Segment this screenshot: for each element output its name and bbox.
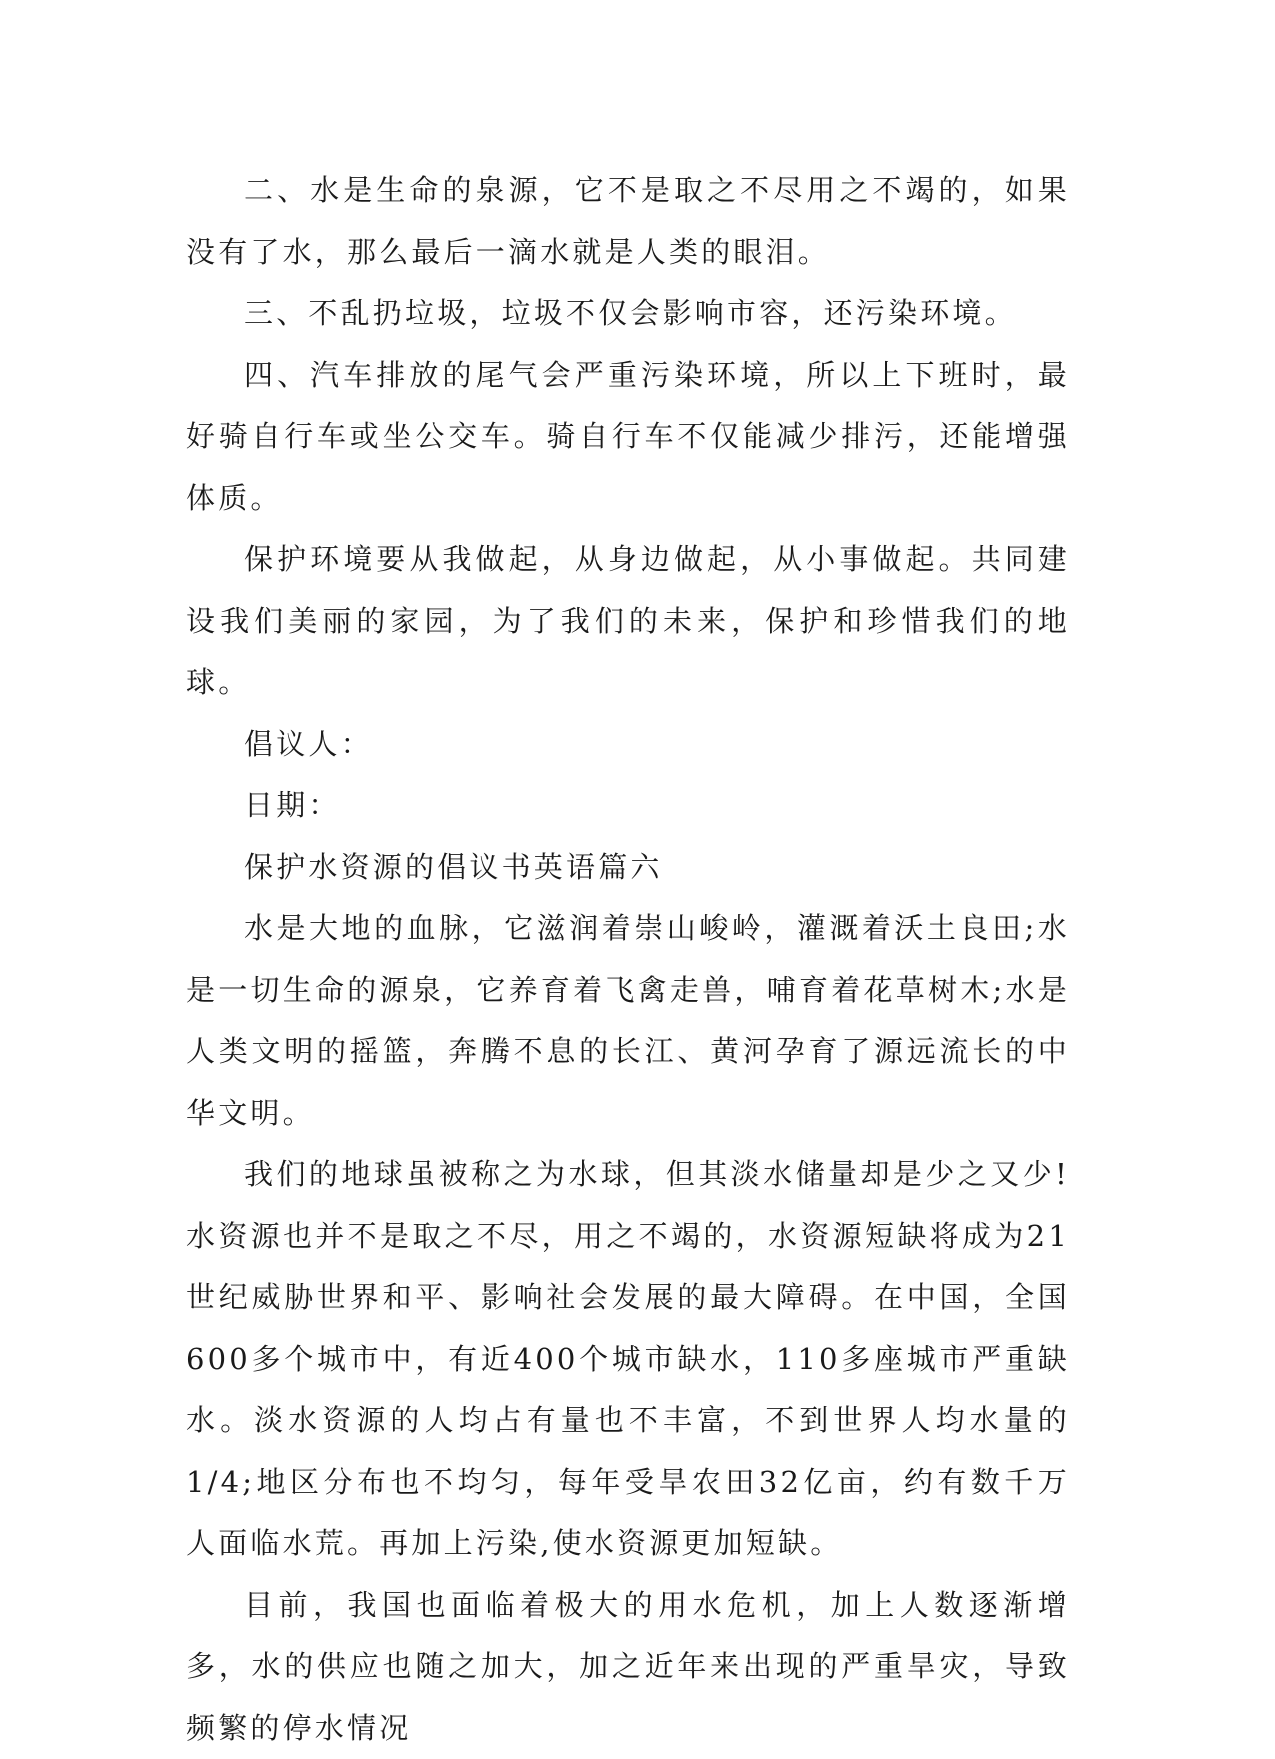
document-page xyxy=(186,160,1070,1759)
paragraph-item-2: 二、水是生命的泉源，它不是取之不尽用之不竭的，如果没有了水，那么最后一滴水就是人类的眼泪。 xyxy=(186,160,1070,283)
paragraph-water-crisis: 目前，我国也面临着极大的用水危机，加上人数逐渐增多，水的供应也随之加大，加之近年来出现的严重旱灾，导致频繁的停水情况 xyxy=(186,1575,1070,1759)
paragraph-water-shortage: 我们的地球虽被称之为水球，但其淡水储量却是少之又少!水资源也并不是取之不尽，用之不竭的，水资源短缺将成为21世纪威胁世界和平、影响社会发展的最大障碍。在中国，全国600多个城市中，有近400个城市缺水，110多座城市严重缺水。淡水资源的人均占有量也不丰富，不到世界人均水量的1/4;地区分布也不均匀，每年受旱农田32亿亩，约有数千万人面临水荒。再加上污染,使水资源更加短缺。 xyxy=(186,1144,1070,1575)
paragraph-intro: 水是大地的血脉，它滋润着崇山峻岭，灌溉着沃土良田;水是一切生命的源泉，它养育着飞禽走兽，哺育着花草树木;水是人类文明的摇篮，奔腾不息的长江、黄河孕育了源远流长的中华文明。 xyxy=(186,898,1070,1144)
paragraph-item-3: 三、不乱扔垃圾，垃圾不仅会影响市容，还污染环境。 xyxy=(186,283,1070,345)
paragraph-item-4: 四、汽车排放的尾气会严重污染环境，所以上下班时，最好骑自行车或坐公交车。骑自行车不仅能减少排污，还能增强体质。 xyxy=(186,345,1070,530)
paragraph-closing: 保护环境要从我做起，从身边做起，从小事做起。共同建设我们美丽的家园，为了我们的未来，保护和珍惜我们的地球。 xyxy=(186,529,1070,714)
date-label: 日期： xyxy=(186,775,1070,837)
signature-label: 倡议人： xyxy=(186,714,1070,776)
section-heading: 保护水资源的倡议书英语篇六 xyxy=(186,837,1070,899)
